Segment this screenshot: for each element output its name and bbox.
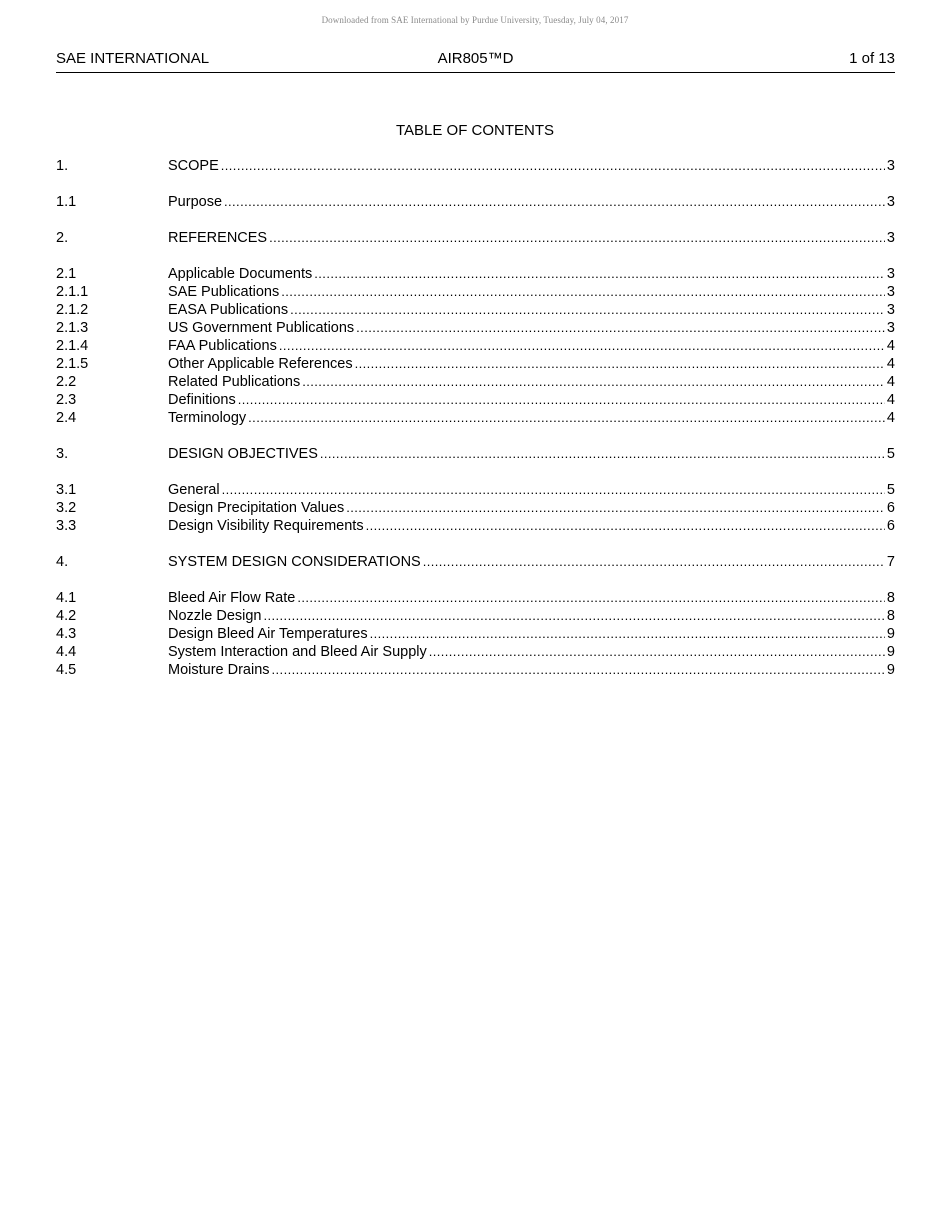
toc-entry-page: 9 [886,644,895,660]
toc-entry-page: 5 [886,446,895,462]
header-document-id: AIR805™D [437,50,514,67]
toc-heading: TABLE OF CONTENTS [395,122,555,139]
toc-entry[interactable] [56,301,895,319]
toc-entry-number: 2.1.2 [56,302,89,318]
dot-leader [429,643,885,661]
toc-entry[interactable] [56,337,895,355]
dot-leader [269,229,885,247]
dot-leader [222,481,885,499]
toc-entry-title: Other Applicable References [168,356,353,372]
toc-entry-number: 2.1.5 [56,356,89,372]
toc-entry-number: 3.3 [56,518,77,534]
dot-leader [281,283,885,301]
toc-entry-title: Nozzle Design [168,608,262,624]
toc-entry-page: 4 [886,410,895,426]
dot-leader [356,319,885,337]
toc-entry-number: 2.1.1 [56,284,89,300]
toc-entry-page: 7 [886,554,895,570]
toc-entry[interactable] [56,589,895,607]
toc-entry-title: EASA Publications [168,302,289,318]
toc-entry-number: 3.2 [56,500,77,516]
toc-entry-title: US Government Publications [168,320,355,336]
toc-entry[interactable] [56,373,895,391]
toc-entry-number: 2.1 [56,266,77,282]
toc-entry-title: Related Publications [168,374,301,390]
dot-leader [366,517,885,535]
toc-entry-title: System Interaction and Bleed Air Supply [168,644,427,660]
toc-entry-title: Design Precipitation Values [168,500,345,516]
toc-entry[interactable] [56,643,895,661]
dot-leader [314,265,885,283]
toc-entry-title: Design Visibility Requirements [168,518,364,534]
toc-entry-number: 2.2 [56,374,77,390]
toc-entry-number: 2.3 [56,392,77,408]
toc-entry-number: 4.2 [56,608,77,624]
toc-entry-number: 2.4 [56,410,77,426]
dot-leader [221,157,885,175]
toc-entry[interactable] [56,391,895,409]
toc-entry-number: 4. [56,554,69,570]
header-organization: SAE INTERNATIONAL [56,50,210,67]
dot-leader [264,607,885,625]
toc-entry-page: 8 [886,608,895,624]
toc-entry-title: FAA Publications [168,338,277,354]
table-of-contents [56,157,895,679]
download-watermark: Downloaded from SAE International by Purdue University, Tuesday, July 04, 2017 [321,15,629,25]
toc-entry[interactable] [56,481,895,499]
header-page-number: 1 of 13 [849,50,895,67]
toc-entry-page: 3 [886,284,895,300]
toc-entry-number: 4.5 [56,662,77,678]
dot-leader [297,589,885,607]
toc-entry-number: 1. [56,158,69,174]
toc-entry-title: Terminology [168,410,247,426]
toc-entry-number: 4.4 [56,644,77,660]
toc-entry-page: 3 [886,158,895,174]
dot-leader [423,553,885,571]
toc-entry-title: REFERENCES [168,230,268,246]
toc-entry-number: 3. [56,446,69,462]
toc-entry[interactable] [56,355,895,373]
dot-leader [272,661,885,679]
toc-entry-title: SYSTEM DESIGN CONSIDERATIONS [168,554,421,570]
toc-entry-number: 2. [56,230,69,246]
toc-entry[interactable] [56,265,895,283]
toc-entry-number: 3.1 [56,482,77,498]
toc-entry-page: 3 [886,194,895,210]
toc-entry-page: 6 [886,518,895,534]
dot-leader [370,625,885,643]
toc-entry-number: 2.1.3 [56,320,89,336]
toc-entry[interactable] [56,607,895,625]
toc-entry-page: 9 [886,626,895,642]
toc-entry-title: SAE Publications [168,284,280,300]
toc-entry[interactable] [56,625,895,643]
toc-entry[interactable] [56,319,895,337]
dot-leader [224,193,885,211]
dot-leader [238,391,885,409]
toc-entry-title: Definitions [168,392,236,408]
toc-entry-number: 1.1 [56,194,77,210]
dot-leader [320,445,885,463]
toc-entry-number: 4.1 [56,590,77,606]
toc-entry-page: 3 [886,302,895,318]
dot-leader [290,301,885,319]
toc-entry[interactable] [56,517,895,535]
dot-leader [355,355,885,373]
dot-leader [279,337,885,355]
toc-entry[interactable] [56,445,895,463]
toc-entry[interactable] [56,409,895,427]
toc-entry-page: 8 [886,590,895,606]
toc-entry-title: Bleed Air Flow Rate [168,590,296,606]
toc-entry-page: 6 [886,500,895,516]
toc-entry-page: 4 [886,338,895,354]
toc-entry[interactable] [56,661,895,679]
dot-leader [248,409,885,427]
toc-entry-page: 4 [886,392,895,408]
toc-entry-title: General [168,482,220,498]
toc-entry-number: 4.3 [56,626,77,642]
page-header [56,50,895,73]
toc-entry-page: 4 [886,374,895,390]
toc-entry[interactable] [56,499,895,517]
toc-entry-title: Purpose [168,194,223,210]
dot-leader [346,499,885,517]
toc-entry-title: Design Bleed Air Temperatures [168,626,368,642]
toc-entry-page: 3 [886,320,895,336]
toc-entry-page: 3 [886,230,895,246]
toc-entry-page: 9 [886,662,895,678]
toc-entry-number: 2.1.4 [56,338,89,354]
toc-entry-page: 3 [886,266,895,282]
toc-entry-page: 5 [886,482,895,498]
toc-entry[interactable] [56,283,895,301]
toc-entry[interactable] [56,193,895,211]
toc-entry-title: SCOPE [168,158,219,174]
toc-entry-title: Moisture Drains [168,662,270,678]
toc-entry-title: Applicable Documents [168,266,313,282]
toc-entry-page: 4 [886,356,895,372]
toc-entry[interactable] [56,157,895,175]
toc-entry[interactable] [56,553,895,571]
dot-leader [302,373,885,391]
toc-entry-title: DESIGN OBJECTIVES [168,446,318,462]
toc-entry[interactable] [56,229,895,247]
